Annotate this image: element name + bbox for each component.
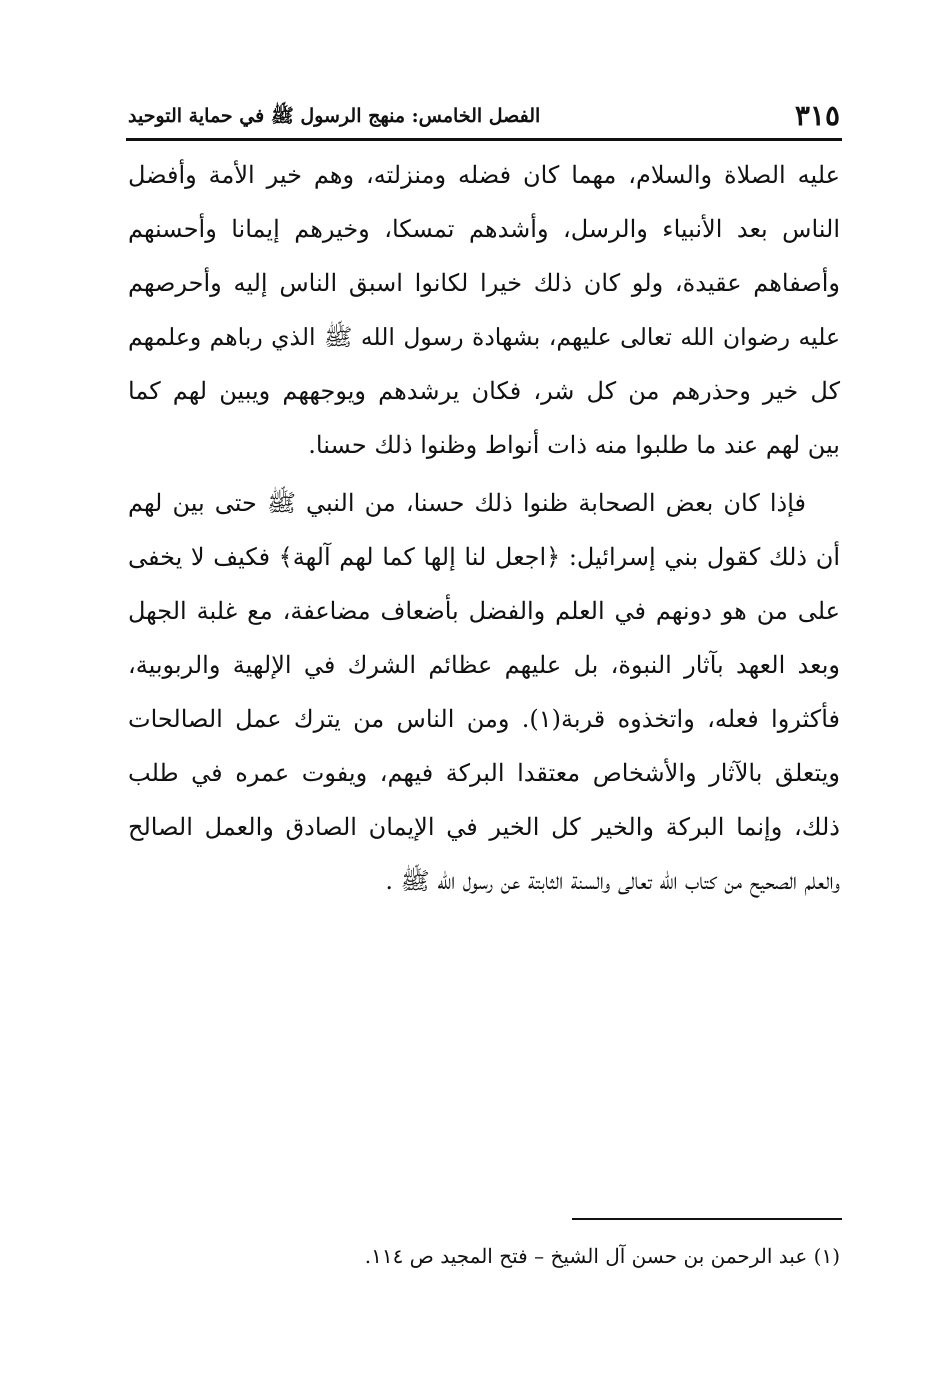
footnote: (١) عبد الرحمن بن حسن آل الشيخ – فتح المجيد ص ١١٤. <box>364 1244 840 1268</box>
text-line: الناس بعد الأنبياء والرسل، وأشدهم تمسكا، وخيرهم إيمانا وأحسنهم <box>128 215 840 243</box>
text-line: كل خير وحذرهم من كل شر، فكان يرشدهم ويوجههم ويبين لهم كما <box>128 377 840 405</box>
page-number: ٣١٥ <box>794 99 840 132</box>
text-line: ذلك، وإنما البركة والخير كل الخير في الإيمان الصادق والعمل الصالح <box>128 813 840 841</box>
text-line: فأكثروا فعله، واتخذوه قربة(١). ومن الناس من يترك عمل الصالحات <box>128 705 840 733</box>
header-divider <box>126 138 842 141</box>
text-line: عليه الصلاة والسلام، مهما كان فضله ومنزلته، وهم خير الأمة وأفضل <box>128 161 840 189</box>
main-text <box>128 148 840 908</box>
text-line: ويتعلق بالآثار والأشخاص معتقدا البركة فيهم، ويفوت عمره في طلب <box>128 759 840 787</box>
text-line: والعلم الصحيح من كتاب الله تعالى والسنة الثابتة عن رسول الله ﷺ . <box>385 867 840 895</box>
text-line: وأصفاهم عقيدة، ولو كان ذلك خيرا لكانوا اسبق الناس إليه وأحرصهم <box>128 269 840 297</box>
text-line: بين لهم عند ما طلبوا منه ذات أنواط وظنوا ذلك حسنا. <box>308 431 840 459</box>
footnote-divider <box>572 1218 842 1220</box>
text-line: فإذا كان بعض الصحابة ظنوا ذلك حسنا، من النبي ﷺ حتى بين لهم <box>128 489 806 517</box>
text-line: أن ذلك كقول بني إسرائيل: ﴿اجعل لنا إلها كما لهم آلهة﴾ فكيف لا يخفى <box>128 543 841 571</box>
text-line: عليه رضوان الله تعالى عليهم، بشهادة رسول الله ﷺ الذي رباهم وعلمهم <box>128 323 840 351</box>
running-header <box>128 96 840 136</box>
text-line: على من هو دونهم في العلم والفضل بأضعاف مضاعفة، مع غلبة الجهل <box>128 597 840 625</box>
chapter-title: الفصل الخامس: منهج الرسول ﷺ في حماية التوحيد <box>128 105 541 127</box>
text-line: وبعد العهد بآثار النبوة، بل عليهم عظائم الشرك في الإلهية والربوبية، <box>128 651 840 679</box>
